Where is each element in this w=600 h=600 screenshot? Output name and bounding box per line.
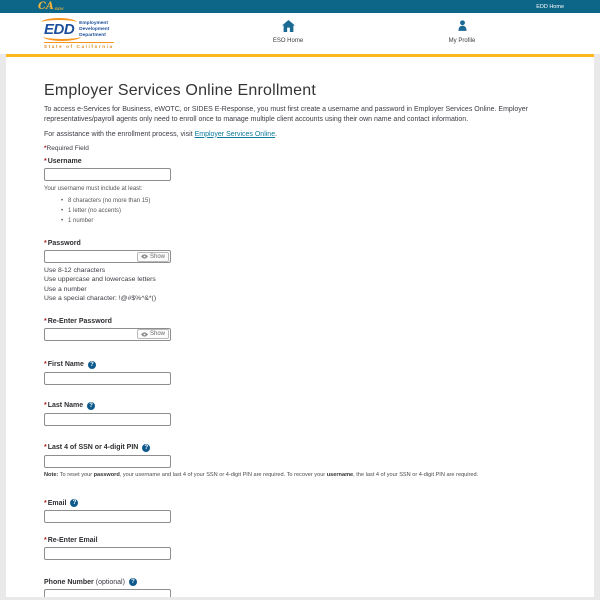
required-asterisk: * [44, 157, 47, 165]
last-name-help-icon[interactable]: ? [87, 402, 95, 410]
reenter-email-field [44, 537, 556, 560]
note-text: , the last 4 of your SSN or 4-digit PIN are required. [353, 471, 479, 478]
password-input-wrap [44, 250, 171, 263]
note-bold: Note: [44, 471, 59, 478]
site-header [0, 13, 600, 54]
password-rule: Use a number [44, 285, 87, 293]
password-field [44, 240, 556, 303]
edd-logo-line3: Department [79, 33, 106, 39]
profile-icon [456, 19, 469, 36]
reenter-password-label-row [44, 318, 556, 325]
required-asterisk: * [44, 240, 47, 248]
phone-label [44, 579, 125, 586]
ca-gov-logo-gov: GOV [54, 5, 64, 11]
home-icon [282, 19, 295, 36]
ssn-pin-input[interactable] [44, 455, 171, 468]
eye-icon [141, 332, 148, 337]
ssn-pin-note [44, 472, 556, 479]
note-text: To reset your [58, 471, 94, 478]
phone-label-text: Phone Number [44, 578, 94, 586]
last-name-label-row [44, 402, 556, 410]
required-asterisk: * [44, 317, 47, 325]
edd-logo-line2: Development [79, 27, 110, 33]
main-content [6, 54, 594, 597]
intro-paragraph: To access e-Services for Business, eWOTC, or SIDES E-Response, you must first create a username and password in Employer Services Online. Employer representatives/payroll agents only need to enroll once to manage multiple client accounts using their own name and contact information. [44, 106, 528, 123]
reenter-email-label-row [44, 537, 556, 544]
username-label: Username [47, 157, 82, 165]
password-label: Password [47, 240, 81, 248]
required-asterisk: * [44, 361, 47, 369]
last-name-field [44, 402, 556, 426]
required-asterisk: * [44, 402, 47, 410]
required-field-label: Required Field [46, 144, 89, 152]
username-hint-title: Your username must include at least: [44, 185, 143, 192]
required-asterisk: * [44, 444, 47, 452]
edd-logo-tagline: State of California [44, 44, 114, 49]
assistance-paragraph [44, 131, 556, 138]
nav-eso-home-label: ESO Home [272, 38, 304, 44]
last-name-input[interactable] [44, 413, 171, 426]
show-reenter-password-button[interactable] [137, 329, 169, 339]
first-name-field [44, 361, 556, 385]
first-name-label: First Name [47, 361, 84, 369]
show-reenter-password-label: Show [149, 331, 165, 338]
page-title: Employer Services Online Enrollment [44, 82, 316, 99]
edd-logo-line1: Employment [79, 21, 108, 26]
nav-my-profile[interactable] [424, 19, 500, 44]
edd-home-link[interactable]: EDD Home [536, 3, 564, 10]
nav-eso-home[interactable] [250, 19, 326, 44]
first-name-help-icon[interactable]: ? [88, 361, 96, 369]
note-bold: password [93, 471, 120, 478]
reenter-password-label: Re-Enter Password [47, 317, 112, 325]
password-rule: Use 8-12 characters [44, 267, 106, 275]
edd-logo-text [79, 18, 109, 40]
email-label: Email [47, 499, 67, 507]
eye-icon [141, 254, 148, 259]
assistance-text: For assistance with the enrollment process, visit [44, 130, 195, 138]
username-rule: • 1 number [61, 216, 556, 226]
required-asterisk: * [44, 144, 47, 152]
reenter-password-input-wrap [44, 328, 171, 341]
ssn-pin-label: Last 4 of SSN or 4-digit PIN [47, 444, 139, 452]
assistance-period: . [275, 130, 278, 138]
phone-optional-label: (optional) [95, 578, 125, 586]
note-text: , your username and last 4 of your SSN or 4-digit PIN are required. To recover your [119, 471, 327, 478]
show-password-button[interactable] [137, 252, 169, 262]
phone-field [44, 578, 556, 597]
username-rules-list [61, 196, 556, 227]
reenter-password-field [44, 318, 556, 341]
username-field [44, 158, 556, 227]
reenter-email-label: Re-Enter Email [47, 537, 98, 545]
reenter-email-input[interactable] [44, 547, 171, 560]
username-input[interactable] [44, 168, 171, 181]
password-rules [44, 266, 556, 303]
required-asterisk: * [44, 499, 47, 507]
ssn-pin-label-row [44, 444, 556, 452]
email-field [44, 499, 556, 523]
show-password-label: Show [149, 253, 165, 260]
edd-logo-top [44, 18, 114, 41]
edd-logo[interactable] [44, 18, 114, 49]
ssn-pin-help-icon[interactable]: ? [142, 444, 150, 452]
email-label-row [44, 499, 556, 507]
ca-gov-logo[interactable] [38, 2, 64, 12]
required-asterisk: * [44, 537, 47, 545]
utility-topbar [0, 0, 600, 13]
note-bold: username [326, 471, 354, 478]
password-label-row [44, 240, 556, 247]
first-name-label-row [44, 361, 556, 369]
phone-label-row [44, 578, 556, 586]
first-name-input[interactable] [44, 372, 171, 385]
password-rule: Use a special character: !@#$%^&*() [44, 294, 157, 302]
email-input[interactable] [44, 510, 171, 523]
username-rule: • 1 letter (no accents) [61, 206, 556, 216]
phone-help-icon[interactable]: ? [129, 578, 137, 586]
required-field-note [44, 145, 556, 152]
username-rule: • 8 characters (no more than 15) [61, 196, 556, 206]
last-name-label: Last Name [47, 402, 84, 410]
phone-input[interactable] [44, 589, 171, 597]
email-help-icon[interactable]: ? [70, 499, 78, 507]
username-label-row [44, 158, 556, 165]
ssn-pin-field [44, 444, 556, 479]
nav-my-profile-label: My Profile [448, 38, 476, 44]
edd-logo-acronym: EDD [44, 18, 76, 41]
ca-gov-logo-ca: CA [38, 0, 54, 12]
employer-services-online-link[interactable]: Employer Services Online [194, 130, 276, 138]
password-rule: Use uppercase and lowercase letters [44, 276, 156, 284]
